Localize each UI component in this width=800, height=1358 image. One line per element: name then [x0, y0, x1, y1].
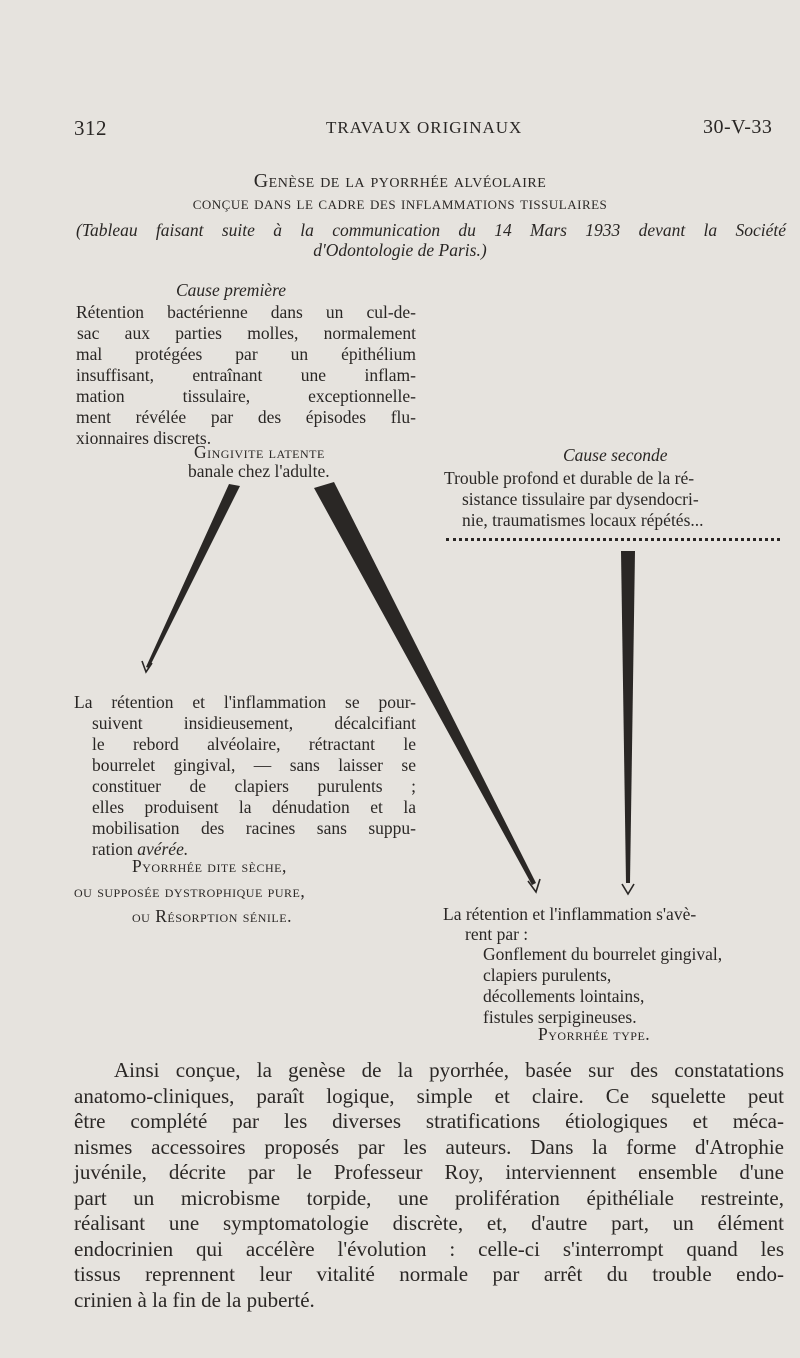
running-title: TRAVAUX ORIGINAUX	[326, 118, 523, 137]
text-line: ment révélée par des épisodes flu-	[76, 407, 416, 427]
text-line: mal protégées par un épithélium	[76, 344, 416, 364]
text-line: mobilisation des racines sans suppu-	[92, 818, 416, 838]
arrow-head-right	[622, 884, 634, 894]
left-outcome-text	[74, 692, 416, 860]
text-line: xionnaires discrets.	[76, 428, 212, 448]
text-line: nismes accessoires proposés par les auteurs. Dans la forme d'Atrophie	[74, 1134, 784, 1159]
title-line-1: Genèse de la pyorrhée alvéolaire	[253, 170, 547, 192]
text-line: mation tissulaire, exceptionnelle-	[76, 386, 416, 406]
text-line: nie, traumatismes locaux répétés...	[462, 510, 704, 530]
text-line: Trouble profond et durable de la ré-	[444, 468, 695, 488]
text-line: juvénile, décrite par le Professeur Roy, interviennent ensemble d'une	[74, 1160, 784, 1184]
gingivite-sub: banale chez l'adulte.	[188, 461, 330, 481]
text-line: tissus reprennent leur vitalité normale par arrêt du trouble endo-	[74, 1262, 784, 1286]
arrow-shaft-left	[146, 484, 240, 668]
text-line: le rebord alvéolaire, rétractant le	[92, 734, 416, 754]
page-number: 312	[74, 116, 107, 140]
cause-seconde-heading: Cause seconde	[563, 445, 668, 465]
right-outcome-line-2: rent par :	[465, 924, 529, 944]
issue-date: 30-V-33	[703, 116, 773, 138]
text-line: suivent insidieusement, décalcifiant	[92, 713, 416, 733]
text-line: elles produisent la dénudation et la	[92, 797, 416, 817]
right-outcome-line-1: La rétention et l'inflammation s'avè-	[443, 904, 697, 924]
pyorrhee-dite-seche: Pyorrhée dite sèche,	[132, 856, 287, 876]
list-item: décollements lointains,	[483, 986, 645, 1006]
list-item: Gonflement du bourrelet gingival,	[483, 944, 723, 964]
text-line: La rétention et l'inflammation se pour-	[74, 692, 416, 712]
arrow-shaft-right	[621, 551, 635, 883]
resorption-senile: ou Résorption sénile.	[132, 906, 292, 926]
cause-premiere-heading: Cause première	[176, 280, 286, 300]
gingivite-label: Gingivite latente	[194, 442, 325, 462]
title-line-4: d'Odontologie de Paris.)	[313, 240, 487, 260]
text-line: Rétention bactérienne dans un cul-de-	[76, 302, 416, 322]
text-line: sac aux parties molles, normalement	[77, 323, 416, 343]
list-item: fistules serpigineuses.	[483, 1007, 637, 1027]
text-fragment-italic: avérée.	[137, 839, 189, 859]
text-line: insuffisant, entraînant une inflam-	[76, 365, 416, 385]
list-item: clapiers purulents,	[483, 965, 612, 985]
pyorrhee-type: Pyorrhée type.	[538, 1024, 651, 1044]
text-line: sistance tissulaire par dysendocri-	[462, 489, 699, 509]
text-line: Ainsi conçue, la genèse de la pyorrhée, basée sur des constatations	[114, 1058, 784, 1082]
text-fragment: ration	[92, 839, 138, 859]
text-line: bourrelet gingival, — sans laisser se	[92, 755, 416, 775]
title-line-3: (Tableau faisant suite à la communication du 14 Mars 1933 devant la Société	[76, 220, 786, 240]
text-line: endocrinien qui accélère l'évolution : celle-ci s'interrompt quand les	[74, 1236, 784, 1261]
text-line: anatomo-cliniques, paraît logique, simple et claire. Ce squelette peut	[74, 1083, 784, 1108]
body-paragraph	[74, 1058, 784, 1313]
text-line: crinien à la fin de la puberté.	[74, 1287, 315, 1312]
text-line: part un microbisme torpide, une prolifération épithéliale restreinte,	[74, 1185, 784, 1210]
right-outcome-list	[483, 944, 722, 1028]
text-line: constituer de clapiers purulents ;	[92, 776, 416, 796]
title-line-2: conçue dans le cadre des inflammations tissulaires	[192, 193, 608, 213]
text-line: réalisant une symptomatologie discrète, et, d'autre part, un élément	[74, 1211, 784, 1235]
text-line: être complété par les diverses stratifications étiologiques et méca-	[74, 1109, 784, 1133]
pyorrhee-supposee: ou supposée dystrophique pure,	[74, 881, 306, 901]
